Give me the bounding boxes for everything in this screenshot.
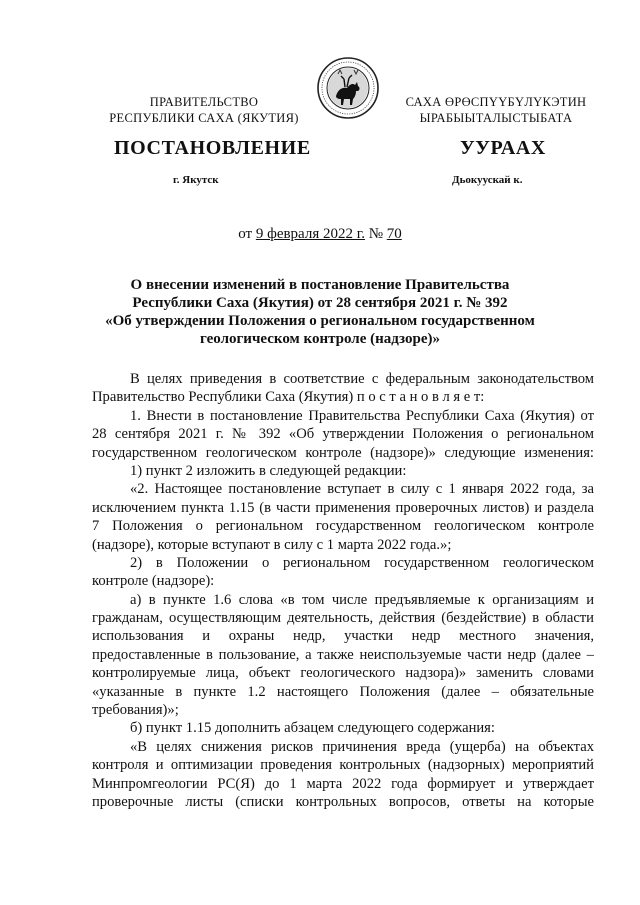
document-type-sah: УУРААХ bbox=[460, 137, 546, 159]
subject-line: «Об утверждении Положения о региональном государственном bbox=[105, 313, 535, 329]
body-line: Минпромгеологии РС(Я) до 1 марта 2022 года формирует и утверждает bbox=[92, 775, 594, 792]
issuer-sah bbox=[376, 94, 616, 126]
body-line: В целях приведения в соответствие с федеральным законодательством bbox=[130, 371, 594, 387]
issuer-sah-line1: САХА ӨРӨСПҮҮБҮЛҮКЭТИН bbox=[405, 95, 587, 109]
city-ru: г. Якутск bbox=[173, 174, 219, 186]
body-line: контроле (надзоре): bbox=[92, 573, 215, 590]
document-date: 9 февраля 2022 г. bbox=[255, 226, 365, 242]
body-line: 7 Положения о региональном государственном геологическом контроле bbox=[92, 518, 594, 535]
issuer-sah-line2: ЫРАБЫЫТАЛЫСТЫБАТА bbox=[419, 111, 573, 125]
body-line: 28 сентября 2021 г. № 392 «Об утверждении Положения о региональном bbox=[92, 426, 594, 443]
issuer-ru bbox=[84, 94, 324, 126]
body-line: гражданам, осуществляющим деятельность, действия (бездействие) в области bbox=[92, 610, 594, 627]
body-line: контролируемые лица, объект геологического надзора)» заменить словами bbox=[92, 665, 594, 682]
body-line: «2. Настоящее постановление вступает в силу с 1 января 2022 года, за bbox=[130, 481, 594, 498]
body-line: б) пункт 1.15 дополнить абзацем следующего содержания: bbox=[130, 720, 495, 737]
body-line: предоставленные в пользование, а также неиспользуемые части недр (далее – bbox=[92, 646, 594, 663]
document-number: 70 bbox=[386, 226, 402, 242]
body-line: государственном геологическом контроле (надзоре)» следующие изменения: bbox=[92, 444, 594, 461]
coat-of-arms-icon bbox=[316, 56, 380, 120]
document-date-number bbox=[0, 226, 640, 243]
body-line: (надзоре), которые вступают в силу с 1 марта 2022 года.»; bbox=[92, 536, 452, 553]
subject-line: геологическом контроле (надзоре)» bbox=[200, 331, 440, 347]
document-subject bbox=[100, 276, 540, 348]
body-line: требования)»; bbox=[92, 702, 179, 719]
subject-line: О внесении изменений в постановление Правительства bbox=[130, 277, 510, 293]
date-prefix: от bbox=[238, 226, 256, 242]
body-line: использования и охраны недр, участки недр местного значения, bbox=[92, 628, 594, 645]
subject-line: Республики Саха (Якутия) от 28 сентября 2021 г. № 392 bbox=[132, 295, 508, 311]
city-sah: Дьокуускай к. bbox=[452, 174, 523, 186]
issuer-ru-line1: ПРАВИТЕЛЬСТВО bbox=[149, 95, 259, 109]
body-line: Правительство Республики Саха (Якутия) п о с т а н о в л я е т: bbox=[92, 389, 485, 406]
body-line: 1. Внести в постановление Правительства Республики Саха (Якутия) от bbox=[130, 407, 594, 424]
document-body bbox=[92, 370, 594, 811]
body-line: «В целях снижения рисков причинения вреда (ущерба) на объектах bbox=[130, 738, 594, 755]
body-line: 2) в Положении о региональном государственном геологическом bbox=[130, 554, 594, 571]
body-line: 1) пункт 2 изложить в следующей редакции: bbox=[130, 462, 407, 479]
document-type-ru: ПОСТАНОВЛЕНИЕ bbox=[114, 137, 311, 159]
issuer-ru-line2: РЕСПУБЛИКИ САХА (ЯКУТИЯ) bbox=[109, 111, 299, 125]
body-line: исключением пункта 1.15 (в части применения проверочных листов) и раздела bbox=[92, 499, 594, 516]
body-line: проверочные листы (списки контрольных вопросов, ответы на которые bbox=[92, 793, 594, 810]
body-line: «указанные в пункте 1.2 настоящего Положения (далее – обязательные bbox=[92, 683, 594, 700]
body-line: контроля и оптимизации проведения контрольных (надзорных) мероприятий bbox=[92, 757, 594, 774]
number-sign: № bbox=[364, 226, 387, 242]
body-line: а) в пункте 1.6 слова «в том числе предъявляемые к организациям и bbox=[130, 591, 594, 608]
